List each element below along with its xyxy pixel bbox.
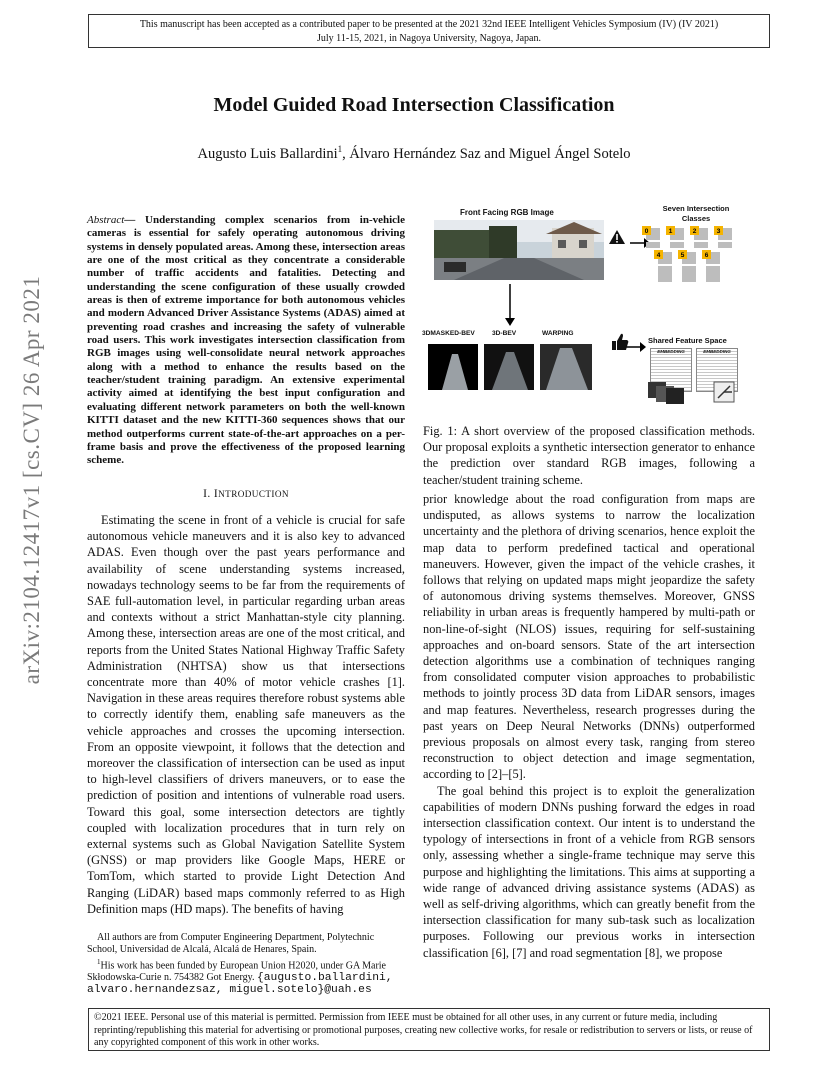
class-1-id: 1 — [668, 228, 673, 235]
bev-images — [428, 344, 604, 390]
intro-paragraph-1: Estimating the scene in front of a vehicle is crucial for safe autonomous vehicle maneuvers and it is also key to advanced ADAS. Even though over the past years performance and availability of scene understanding systems increased, nowadays technology seems to be far from the requirements of SAE full-automation level, in particular regarding urban areas and contexts without a strict Manhattan-style city planning. Among these, intersection areas are one of the most critical, and reports from the United States National Highway Traffic Safety Administration (NHTSA) show us that intersections concentrate more than 40% of motor vehicle crashes [1]. Navigation in these areas requires therefore robust systems able to correctly identify them, enabling safe maneuvers as the vehicle approaches and crosses the upcoming intersection. From an opposite viewpoint, it follows that the detection and moreover the classification of intersection can be used as input to high-level classifiers of drivers maneuvers, or to ease the prediction of position and intentions of vulnerable road users. Toward this goal, some intersection detectors are tightly coupled with localization procedures that in turn rely on external systems such as Global Navigation Satellite System (GNSS) or map providers like Google Maps, HERE or TomTom, which started to provide Light Detection And Ranging (LiDAR) based maps commonly referred to as High Definition maps (HD maps). The benefits of having — [87, 513, 405, 916]
figure-label-shared: Shared Feature Space — [648, 336, 727, 345]
thumbs-up-icon — [610, 332, 630, 352]
figure-label-warping: WARPING — [542, 330, 574, 337]
acceptance-notice-line1: This manuscript has been accepted as a contributed paper to be presented at the 2021 32nd IEEE Intelligent Vehicles Symposium (IV) (IV 2021) — [139, 19, 719, 30]
footnote-mark: 1 — [97, 958, 101, 966]
intersection-classes-grid — [642, 226, 752, 288]
footnote-affiliation: All authors are from Computer Engineering Department, Polytechnic School, Universidad de Alcalá, Alcalá de Henares, Spain. — [87, 932, 375, 955]
section-title-rest: NTRODUCTION — [218, 489, 289, 499]
section-heading-introduction — [87, 488, 405, 500]
section-title-initial: I — [213, 488, 219, 500]
arxiv-stamp — [6, 270, 58, 690]
abstract-label: Abstract — [87, 214, 125, 226]
class-5-id: 5 — [680, 252, 685, 259]
figure-1 — [422, 198, 756, 413]
figure-label-3dbev: 3D-BEV — [492, 330, 517, 337]
figure-label-classes: Seven Intersection Classes — [662, 204, 730, 223]
embedding-thumbnails — [648, 376, 744, 406]
footnote-emails: {augusto.ballardini, alvaro.hernandezsaz, miguel.sotelo}@uah.es — [87, 972, 393, 997]
section-title — [214, 488, 289, 500]
right-column-body — [423, 491, 755, 961]
class-2-id: 2 — [692, 228, 697, 235]
embedding-label-2: EMBEDDING — [703, 349, 731, 354]
class-0-id: 0 — [644, 228, 649, 235]
author-rest: , Álvaro Hernández Saz and Miguel Ángel Sotelo — [342, 145, 631, 162]
footnotes — [87, 932, 405, 996]
section-numeral: I. — [203, 488, 211, 500]
acceptance-notice — [88, 14, 770, 48]
arrow-down — [504, 284, 516, 326]
class-6-id: 6 — [704, 252, 709, 259]
rgb-street-image — [434, 220, 604, 280]
warning-icon — [608, 229, 626, 245]
paper-title: Model Guided Road Intersection Classification — [213, 94, 615, 116]
intro-paragraph-2: prior knowledge about the road configuration from maps are undisputed, as allows systems to narrow the localization uncertainty and the plethora of driving scenarios, hence exploit the map data to perform predefined tactical and operational maneuvers. However, given the impact of the vehicle crashes, it follows that relying on updated maps might jeopardize the safety of autonomous driving systems themselves. Moreover, GNSS reliability in urban areas is frequently hampered by multi-path or non-line-of-sight (NLOS) issues, requiring for self-sustaining approaches and on-board sensors. State of the art intersection detection algorithms use a combination of techniques ranging from consolidated computer vision approaches to probabilistic methods to jointly process 3D data from LiDAR sensors, images and map features. Nevertheless, research progresses during the past years on Deep Neural Networks (DNNs) outperformed previous proposals on almost every task, ranging from stereo reconstruction to object detection and image segmentation, according to [2]–[5]. — [423, 492, 755, 782]
abstract-text: — Understanding complex scenarios from in-vehicle cameras is essential for safely operating autonomous driving systems in densely populated areas. Among these, intersection areas are one of the most critical as they concentrate a considerable number of traffic accidents and fatalities. Detecting and understanding the scene configuration of these usually crowded areas is then of extreme importance for both autonomous vehicles and modern Advanced Driver Assistance Systems (ADAS) aimed at preventing road crashes and increasing the safety of vulnerable road users. This work investigates intersection classification from RGB images using well-consolidate neural network approaches along with a method to enhance the results based on the teacher/student training paradigm. An extensive experimental activity aimed at identifying the best input configuration and evaluating different network parameters on both the well-known KITTI dataset and the new KITTI-360 sequences shows that our method outperforms current state-of-the-art approaches on a per-frame basis and prove the effectiveness of the proposed learning scheme. — [87, 214, 405, 467]
paper-authors — [0, 144, 828, 163]
copyright-notice: ©2021 IEEE. Personal use of this material is permitted. Permission from IEEE must be obtained for all other uses, in any current or future media, including reprinting/republishing this material for advertising or promotional purposes, creating new collective works, for resale or redistribution to servers or lists, or reuse of any copyrighted component of this work in other works. — [88, 1008, 770, 1051]
figure-1-caption: Fig. 1: A short overview of the proposed classification methods. Our proposal exploits a synthetic intersection generator to enhance the prediction over standard RGB images, following a teacher/student training scheme. — [423, 424, 755, 487]
intro-paragraph-3: The goal behind this project is to exploit the generalization capabilities of modern DNNs pushing forward the edges in road intersection classification context. Our intent is to understand the typology of intersections in front of a vehicle from RGB sensors only, assessing whether a single-frame technique may serve this purpose and highlighting the limitations. This aims at supporting a wide range of advanced driving assistance systems (ADAS) as well as self-driving algorithms, which can greatly benefit from the intersection classification for many sub-task such as localization purposes. Following our previous works in intersection classification [6], [7] and road segmentation [8], we propose — [423, 783, 755, 960]
figure-label-rgb: Front Facing RGB Image — [460, 208, 554, 217]
class-4-id: 4 — [656, 252, 661, 259]
class-3-id: 3 — [716, 228, 721, 235]
author-affiliation-mark: 1 — [337, 144, 343, 154]
acceptance-notice-line2: July 11-15, 2021, in Nagoya University, Nagoya, Japan. — [317, 33, 541, 44]
author-first: Augusto Luis Ballardini — [197, 145, 338, 162]
left-column-body — [87, 512, 405, 917]
arxiv-stamp-text: arXiv:2104.12417v1 [cs.CV] 26 Apr 2021 — [19, 275, 44, 685]
abstract — [87, 214, 405, 468]
footnote-funding-text: His work has been funded by European Union H2020, under GA Marie Skłodowska-Curie n. 754382 Got Energy. — [87, 960, 386, 984]
footnote-funding — [87, 956, 405, 996]
figure-label-3dmasked: 3DMASKED-BEV — [422, 330, 475, 337]
embedding-label-1: EMBEDDING — [657, 349, 685, 354]
